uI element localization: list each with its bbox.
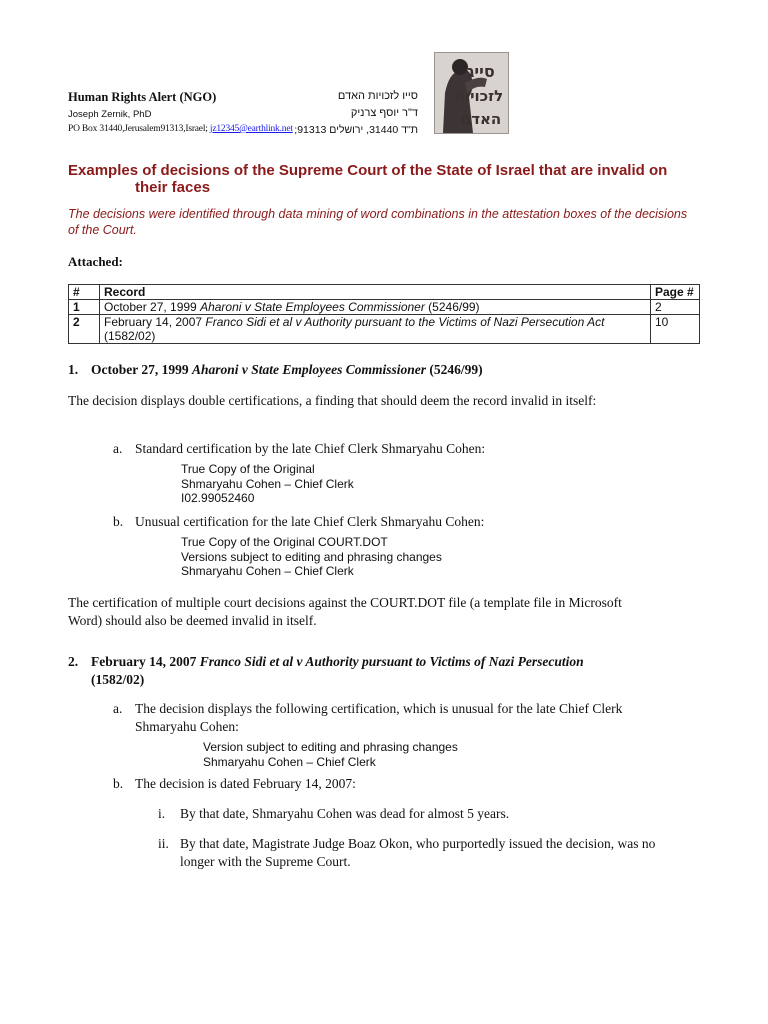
cert-line: Version subject to editing and phrasing changes (203, 740, 458, 754)
page-subtitle: The decisions were identified through data mining of word combinations in the attestation boxes of the decisions of the Court. (68, 207, 688, 237)
page-title (68, 162, 688, 196)
section-1-item-a (113, 440, 673, 458)
section-2-item-a (113, 700, 673, 736)
table-row (69, 300, 700, 315)
section-2-number: 2. (68, 654, 79, 669)
table-header-row (69, 285, 700, 300)
logo-word-1: סייג (467, 62, 495, 81)
row-record (100, 315, 651, 344)
section-1-number: 1. (68, 362, 79, 377)
cert-line: True Copy of the Original (181, 462, 315, 476)
item-marker: b. (113, 514, 124, 529)
section-2-sub-i (158, 805, 658, 823)
org-logo (434, 52, 509, 134)
row-docket: (5246/99) (424, 300, 480, 314)
row-docket: (1582/02) (104, 329, 156, 343)
section-1-item-b-certification (181, 535, 442, 579)
org-name: Human Rights Alert (NGO) (68, 90, 217, 104)
org-person: Joseph Zernik, PhD (68, 109, 152, 120)
section-1-closing: The certification of multiple court decisions against the COURT.DOT file (a template file in Microsoft Word) should also be deemed invalid in itself. (68, 595, 622, 628)
row-case: Franco Sidi et al v Authority pursuant to the Victims of Nazi Persecution Act (205, 315, 605, 329)
item-marker: ii. (158, 836, 169, 851)
records-table (68, 284, 700, 344)
row-num: 2 (69, 315, 100, 344)
item-text: By that date, Magistrate Judge Boaz Okon, who purportedly issued the decision, was no longer with the Supreme Court. (180, 836, 656, 869)
attached-label: Attached: (68, 254, 123, 269)
cert-line: True Copy of the Original COURT.DOT (181, 535, 388, 549)
row-page: 2 (651, 300, 700, 315)
row-case: Aharoni v State Employees Commissioner (200, 300, 425, 314)
email-link[interactable]: jz12345@earthlink.net (209, 124, 293, 134)
header-num: # (69, 285, 100, 300)
item-text: Unusual certification for the late Chief Clerk Shmaryahu Cohen: (135, 514, 485, 529)
row-num: 1 (69, 300, 100, 315)
section-2-sub-ii (158, 835, 658, 871)
title-line-1: Examples of decisions of the Supreme Court of the State of Israel that are invalid on (68, 162, 668, 179)
cert-line: Shmaryahu Cohen – Chief Clerk (181, 564, 354, 578)
item-text: Standard certification by the late Chief Clerk Shmaryahu Cohen: (135, 441, 486, 456)
row-date: October 27, 1999 (104, 300, 201, 314)
section-1-date: October 27, 1999 (91, 362, 192, 377)
section-2-heading (68, 653, 668, 689)
header-record: Record (100, 285, 651, 300)
section-1-case: Aharoni v State Employees Commissioner (192, 362, 427, 377)
item-text: By that date, Shmaryahu Cohen was dead for almost 5 years. (180, 806, 510, 821)
item-marker: i. (158, 806, 166, 821)
cert-line: Versions subject to editing and phrasing changes (181, 549, 442, 564)
hebrew-address: ת"ד 31440, ירושלים 91313; (294, 124, 418, 136)
section-1-paragraph: The decision displays double certifications, a finding that should deem the record invalid in itself: (68, 393, 597, 408)
section-2-case: Franco Sidi et al v Authority pursuant to Victims of Nazi Persecution (199, 654, 584, 669)
row-record (100, 300, 651, 315)
cert-line: Shmaryahu Cohen – Chief Clerk (181, 476, 354, 491)
section-1-item-b (113, 513, 673, 531)
section-1-item-a-certification (181, 462, 354, 506)
section-2-docket: (1582/02) (91, 672, 145, 687)
logo-word-2: לזכויות (454, 87, 504, 105)
row-page: 10 (651, 315, 700, 344)
item-marker: b. (113, 776, 124, 791)
item-marker: a. (113, 701, 123, 716)
logo-word-3: האדם (460, 110, 502, 128)
hebrew-person: ד"ר יוסף צרניק (350, 107, 418, 119)
section-2-item-a-certification (203, 740, 458, 769)
address-text: PO Box 31440,Jerusalem91313,Israel; (68, 124, 210, 134)
cert-line: I02.99052460 (181, 491, 255, 505)
section-1-docket: (5246/99) (426, 362, 483, 377)
section-2-date: February 14, 2007 (91, 654, 200, 669)
title-line-2: their faces (135, 179, 211, 196)
org-address (68, 124, 293, 134)
item-marker: a. (113, 441, 123, 456)
item-text: The decision displays the following certification, which is unusual for the late Chief Clerk Shmaryahu Cohen: (135, 701, 623, 734)
row-date: February 14, 2007 (104, 315, 206, 329)
table-row (69, 315, 700, 344)
hebrew-org-name: סייו לזכויות האדם (337, 90, 418, 102)
item-text: The decision is dated February 14, 2007: (135, 776, 356, 791)
header-page: Page # (651, 285, 700, 300)
section-1-heading (68, 362, 483, 378)
section-2-item-b (113, 775, 673, 793)
cert-line: Shmaryahu Cohen – Chief Clerk (203, 754, 376, 769)
